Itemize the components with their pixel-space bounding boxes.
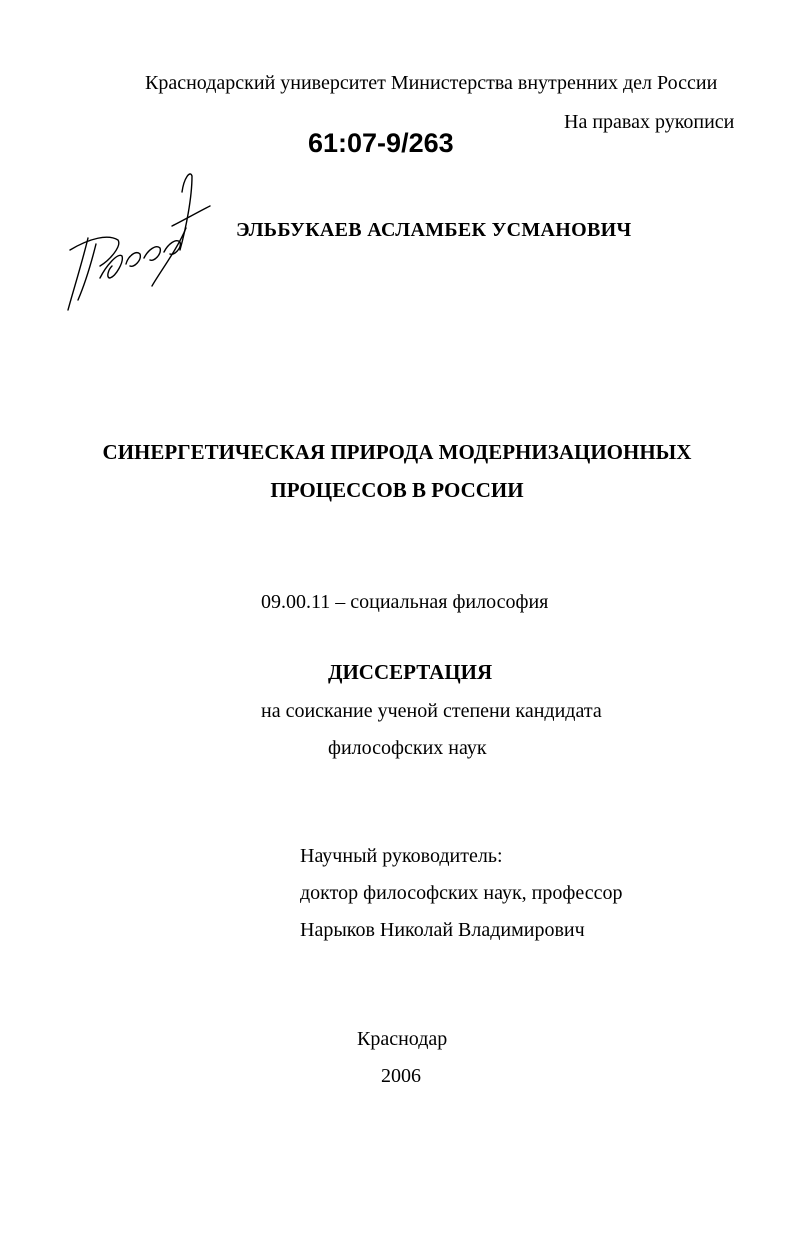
city: Краснодар bbox=[357, 1028, 448, 1050]
signature-stroke bbox=[172, 206, 210, 226]
degree-line-2: философских наук bbox=[328, 737, 487, 759]
signature-icon bbox=[60, 168, 220, 318]
institution-name: Краснодарский университет Министерства внутренних дел России bbox=[145, 72, 718, 94]
specialty-code: 09.00.11 – социальная философия bbox=[261, 591, 549, 613]
signature-stroke bbox=[180, 174, 192, 250]
signature-stroke bbox=[100, 255, 122, 278]
supervisor-label: Научный руководитель: bbox=[300, 845, 503, 867]
author-name: ЭЛЬБУКАЕВ АСЛАМБЕК УСМАНОВИЧ bbox=[236, 219, 632, 241]
signature-stroke bbox=[126, 253, 140, 267]
supervisor-rank: доктор философских наук, профессор bbox=[300, 882, 623, 904]
signature-stroke bbox=[164, 241, 180, 255]
signature-stroke bbox=[78, 244, 96, 300]
dissertation-title-line-2: ПРОЦЕССОВ В РОССИИ bbox=[270, 478, 524, 502]
supervisor-name: Нарыков Николай Владимирович bbox=[300, 919, 585, 941]
dissertation-title-line-1: СИНЕРГЕТИЧЕСКАЯ ПРИРОДА МОДЕРНИЗАЦИОННЫХ bbox=[102, 440, 692, 464]
document-type: ДИССЕРТАЦИЯ bbox=[328, 660, 493, 684]
catalog-code: 61:07-9/263 bbox=[308, 128, 454, 158]
year: 2006 bbox=[381, 1065, 421, 1087]
degree-line-1: на соискание ученой степени кандидата bbox=[261, 700, 602, 722]
signature-stroke bbox=[144, 247, 160, 261]
rights-note: На правах рукописи bbox=[564, 111, 735, 133]
